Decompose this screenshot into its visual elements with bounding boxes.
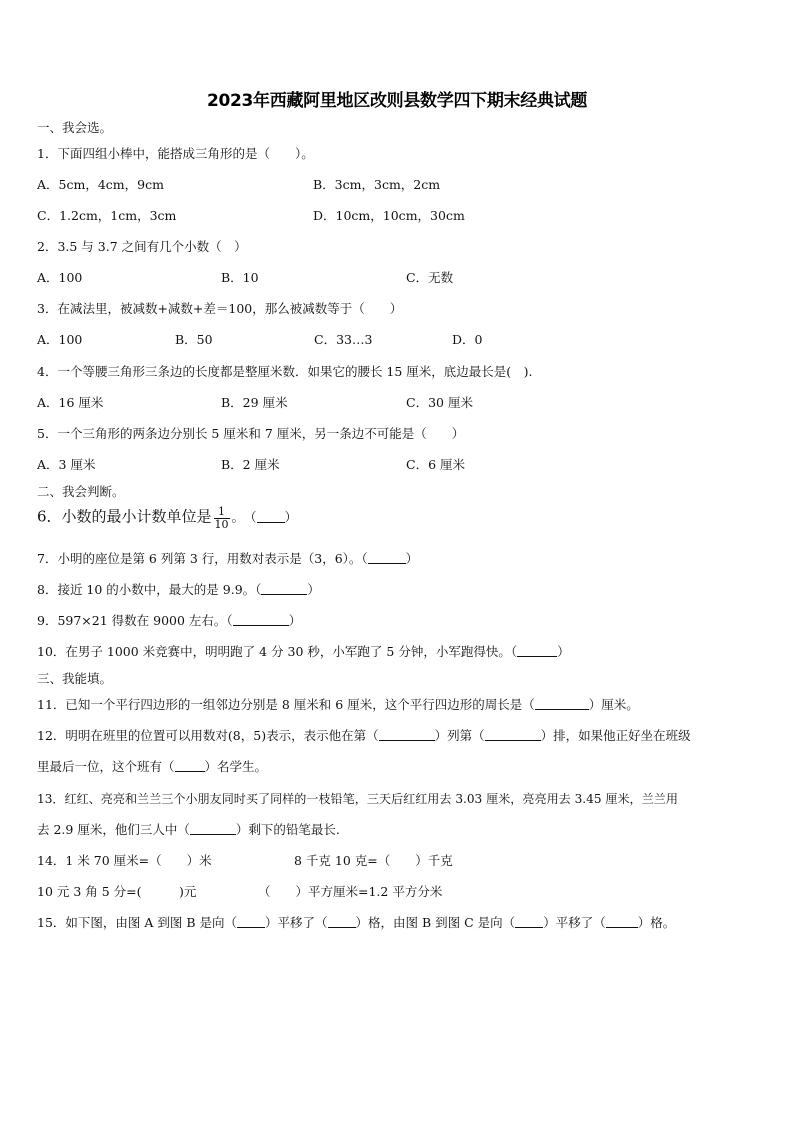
answer-blank[interactable] bbox=[606, 917, 638, 928]
question-1-option-a: A．5cm，4cm，9cm bbox=[37, 177, 164, 192]
section-heading-judge: 二、我会判断。 bbox=[37, 484, 125, 499]
question-8 bbox=[37, 584, 320, 597]
question-8-close: ） bbox=[307, 582, 320, 597]
question-1-option-c: C．1.2cm，1cm，3cm bbox=[37, 208, 177, 223]
answer-blank[interactable] bbox=[535, 699, 589, 710]
question-6-text: 6．小数的最小计数单位是 bbox=[37, 507, 212, 526]
question-15-text-a: 15．如下图，由图 A 到图 B 是向（ bbox=[37, 915, 238, 930]
answer-blank[interactable] bbox=[368, 553, 406, 564]
question-15-text-d: ）平移了（ bbox=[543, 915, 606, 930]
question-2-option-b: B．10 bbox=[221, 270, 259, 285]
fraction-one-tenth bbox=[214, 506, 230, 530]
question-4-option-c: C．30 厘米 bbox=[406, 395, 473, 410]
question-15-text-b: ）平移了（ bbox=[265, 915, 328, 930]
question-14-part-c: 10 元 3 角 5 分=( )元 bbox=[37, 884, 197, 899]
question-12-text-a: 12．明明在班里的位置可以用数对(8，5)表示，表示他在第（ bbox=[37, 728, 379, 743]
question-11-close: ）厘米。 bbox=[588, 697, 639, 712]
question-4-option-b: B．29 厘米 bbox=[221, 395, 288, 410]
answer-blank[interactable] bbox=[515, 917, 543, 928]
question-12-line-1 bbox=[37, 730, 691, 743]
question-12-line-2 bbox=[37, 761, 267, 774]
question-3-option-c: C．33…3 bbox=[314, 332, 373, 347]
question-15-text-e: ）格。 bbox=[637, 915, 676, 930]
question-5-option-a: A．3 厘米 bbox=[37, 457, 96, 472]
question-11 bbox=[37, 699, 639, 712]
answer-blank[interactable] bbox=[261, 584, 307, 595]
question-2-option-c: C．无数 bbox=[406, 270, 454, 285]
answer-blank[interactable] bbox=[485, 730, 541, 741]
question-1-option-d: D．10cm，10cm，30cm bbox=[313, 208, 465, 223]
answer-blank[interactable] bbox=[328, 917, 356, 928]
answer-blank[interactable] bbox=[233, 615, 289, 626]
answer-blank[interactable] bbox=[257, 512, 285, 523]
question-2-stem: 2．3.5 与 3.7 之间有几个小数（ ） bbox=[37, 239, 247, 254]
question-14-part-b: 8 千克 10 克=（ ）千克 bbox=[294, 853, 453, 868]
question-11-text: 11．已知一个平行四边形的一组邻边分别是 8 厘米和 6 厘米，这个平行四边形的周长是（ bbox=[37, 697, 535, 712]
question-6-close: ） bbox=[284, 509, 298, 525]
page-title: 2023年西藏阿里地区改则县数学四下期末经典试题 bbox=[206, 91, 588, 111]
answer-blank[interactable] bbox=[237, 917, 265, 928]
question-6-tail: 。 （ bbox=[231, 509, 257, 525]
question-14-part-d: （ ）平方厘米=1.2 平方分米 bbox=[258, 884, 443, 899]
question-4-option-a: A．16 厘米 bbox=[37, 395, 104, 410]
question-12-text-b: ）列第（ bbox=[434, 728, 485, 743]
question-9-text: 9．597×21 得数在 9000 左右。（ bbox=[37, 613, 233, 628]
question-12-text-c: ）排，如果他正好坐在班级 bbox=[540, 728, 691, 743]
question-9 bbox=[37, 615, 301, 628]
question-14-part-a: 14．1 米 70 厘米=（ ）米 bbox=[37, 853, 212, 868]
question-3-option-b: B．50 bbox=[175, 332, 213, 347]
section-heading-fill: 三、我能填。 bbox=[37, 671, 113, 686]
question-4-stem: 4．一个等腰三角形三条边的长度都是整厘米数．如果它的腰长 15 厘米，底边最长是( ). bbox=[37, 364, 533, 379]
answer-blank[interactable] bbox=[190, 824, 236, 835]
question-12-text-e: ）名学生。 bbox=[204, 759, 268, 774]
question-3-stem: 3．在减法里，被减数+减数+差＝100，那么被减数等于（ ） bbox=[37, 301, 403, 316]
question-8-text: 8．接近 10 的小数中，最大的是 9.9。（ bbox=[37, 582, 262, 597]
question-1-stem: 1．下面四组小棒中，能搭成三角形的是（ ）。 bbox=[37, 146, 314, 161]
question-13-line-1: 13．红红、亮亮和兰兰三个小朋友同时买了同样的一枝铅笔，三天后红红用去 3.03 厘米，亮亮用去 3.45 厘米，兰兰用 bbox=[37, 792, 678, 806]
question-13-line-2 bbox=[37, 824, 340, 837]
question-5-option-b: B．2 厘米 bbox=[221, 457, 280, 472]
question-3-option-d: D．0 bbox=[452, 332, 483, 347]
question-15-text-c: ）格，由图 B 到图 C 是向（ bbox=[355, 915, 516, 930]
question-15 bbox=[37, 917, 675, 930]
question-7 bbox=[37, 553, 418, 566]
question-12-text-d: 里最后一位，这个班有（ bbox=[37, 759, 175, 774]
question-10 bbox=[37, 646, 570, 659]
fraction-numerator: 1 bbox=[214, 506, 230, 519]
question-9-close: ） bbox=[288, 613, 302, 628]
question-2-option-a: A．100 bbox=[37, 270, 83, 285]
question-13-text-a: 去 2.9 厘米，他们三人中（ bbox=[37, 822, 190, 837]
section-heading-choice: 一、我会选。 bbox=[37, 120, 113, 135]
question-6 bbox=[37, 506, 297, 530]
question-10-text: 10．在男子 1000 米竞赛中，明明跑了 4 分 30 秒，小军跑了 5 分钟，小军跑得快。（ bbox=[37, 644, 518, 659]
answer-blank[interactable] bbox=[517, 646, 557, 657]
question-10-close: ） bbox=[557, 644, 570, 659]
question-1-option-b: B．3cm，3cm，2cm bbox=[313, 177, 441, 192]
answer-blank[interactable] bbox=[175, 761, 205, 772]
question-13-text-b: ）剩下的铅笔最长. bbox=[235, 822, 340, 837]
question-5-option-c: C．6 厘米 bbox=[406, 457, 465, 472]
answer-blank[interactable] bbox=[379, 730, 435, 741]
question-3-option-a: A．100 bbox=[37, 332, 83, 347]
question-5-stem: 5．一个三角形的两条边分别长 5 厘米和 7 厘米，另一条边不可能是（ ） bbox=[37, 426, 465, 441]
fraction-denominator: 10 bbox=[214, 517, 229, 531]
question-7-close: ） bbox=[405, 551, 419, 566]
question-7-text: 7．小明的座位是第 6 列第 3 行，用数对表示是（3，6）。（ bbox=[37, 551, 368, 566]
